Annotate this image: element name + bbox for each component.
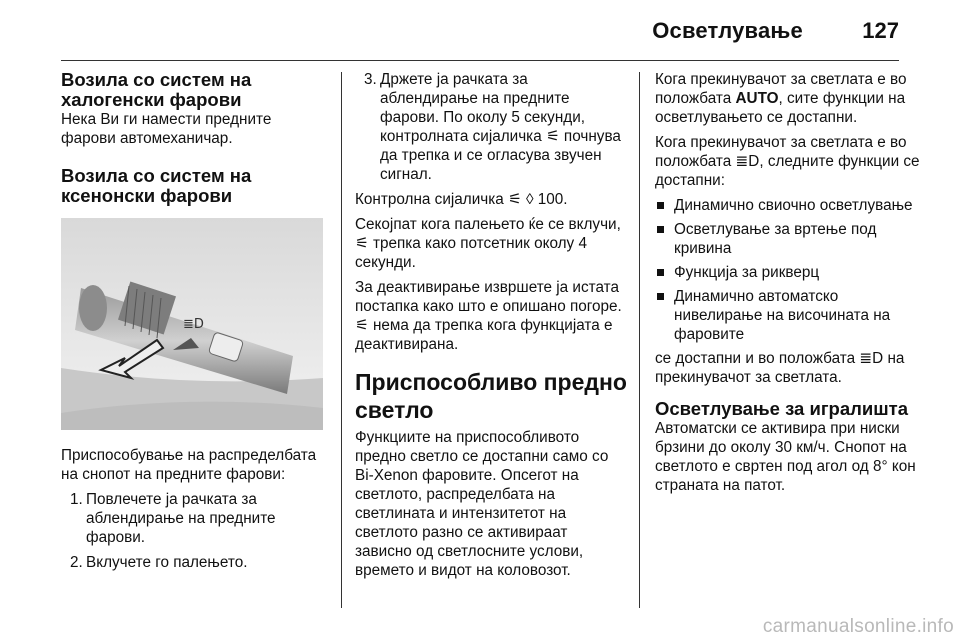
list-item: Динамично автоматско нивелирање на височината на фаровите <box>655 287 930 344</box>
lever-illustration <box>61 218 323 430</box>
list-item: Функција за рикверц <box>655 263 930 282</box>
indicator-ref: Контролна сијаличка ⚟ ◊ 100. <box>355 191 568 208</box>
column-divider <box>341 72 342 608</box>
step-item: 3. Држете ја рачката за аблендирање на предните фарови. По околу 5 секунди, контролната сијаличка ⚟ почнува да трепка и се огласува звучен сигнал. <box>364 71 621 183</box>
page-title: Осветлување <box>652 18 803 43</box>
page-number: 127 <box>862 18 899 43</box>
playground-text: Автоматски се активира при ниски брзини до околу 30 км/ч. Снопот на светлото е свртен под агол од 8° кон страната на патот. <box>655 420 916 494</box>
column-left <box>61 70 326 578</box>
heading-afl: Приспособливо предно светло <box>355 369 627 423</box>
deactivate-text: За деактивирање извршете ја истата постапка како што е опишано погоре. ⚟ нема да трепка кога функцијата е деактивирана. <box>355 279 622 353</box>
column-right <box>655 70 930 501</box>
svg-text:≣D: ≣D <box>183 317 204 332</box>
heading-halogen: Возила со систем на халогенски фарови <box>61 69 252 110</box>
step-item: 2. Вклучете го палењето. <box>70 554 248 571</box>
column-middle <box>355 70 627 586</box>
lowbeam-text: Кога прекинувачот за светлата е во положбата ≣D, следните функции се достапни: <box>655 134 920 189</box>
watermark: carmanualsonline.info <box>762 616 954 637</box>
list-item: Осветлување за вртење под кривина <box>655 220 930 258</box>
feature-list <box>655 196 930 344</box>
auto-text: Кога прекинувачот за светлата е во положбата AUTO, сите функции на осветлувањето се достапни. <box>655 71 907 126</box>
headlight-lever-icon <box>61 218 323 430</box>
step-list <box>61 490 326 572</box>
text-halogen: Нека Ви ги намести предните фарови автомеханичар. <box>61 111 272 147</box>
intro-text: Приспособување на распределбата на снопот на предните фарови: <box>61 447 317 483</box>
available-text: се достапни и во положбата ≣D на прекинувачот за светлата. <box>655 350 905 386</box>
heading-playground: Осветлување за игралишта <box>655 398 909 419</box>
afl-text: Функциите на приспособливото предно светло се достапни само со Bi-Xenon фаровите. Опсегот на светлото, распределбата на светлината и интензитетот на светлото разно се активираат зависно од светлосните услови, времето и видот на коловозот. <box>355 429 609 579</box>
auto-label: AUTO <box>735 90 779 107</box>
list-item: Динамично свиочно осветлување <box>655 196 930 215</box>
page-header <box>61 12 899 61</box>
column-divider <box>639 72 640 608</box>
ignition-text: Секојпат кога палењето ќе се вклучи, ⚟ трепка како потсетник околу 4 секунди. <box>355 216 621 271</box>
step-item: 1. Повлечете ја рачката за аблендирање на предните фарови. <box>70 491 276 546</box>
step-list-cont <box>355 70 627 184</box>
heading-xenon: Возила со систем на ксенонски фарови <box>61 165 252 206</box>
